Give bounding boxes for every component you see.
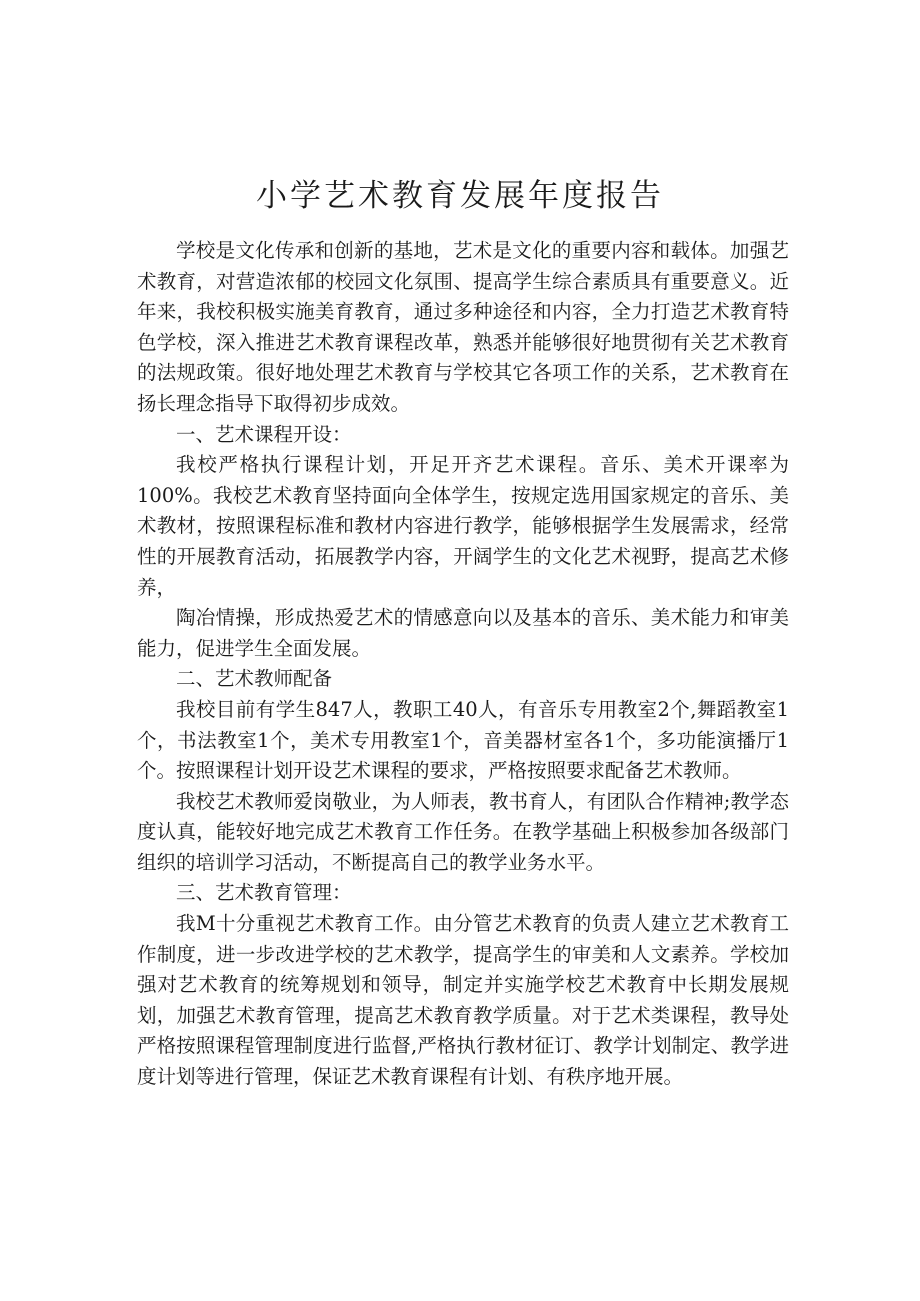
- document-body: [137, 236, 789, 1093]
- section-heading-courses: 一、艺术课程开设：: [176, 422, 352, 446]
- paragraph-intro: 学校是文化传承和创新的基地，艺术是文化的重要内容和载体。加强艺术教育，对营造浓郁的校园文化氛围、提高学生综合素质具有重要意义。近年来，我校积极实施美育教育，通过多种途径和内容，全力打造艺术教育特色学校，深入推进艺术教育课程改革，熟悉并能够很好地贯彻有关艺术教育的法规政策。很好地处理艺术教育与学校其它各项工作的关系，艺术教育在扬长理念指导下取得初步成效。: [137, 239, 789, 415]
- paragraph-management: 我M十分重视艺术教育工作。由分管艺术教育的负责人建立艺术教育工作制度，进一步改进学校的艺术教学，提高学生的审美和人文素养。学校加强对艺术教育的统筹规划和领导，制定并实施学校艺术教育中长期发展规划，加强艺术教育管理，提高艺术教育教学质量。对于艺术类课程，教导处严格按照课程管理制度进行监督,严格执行教材征订、教学计划制定、教学进度计划等进行管理，保证艺术教育课程有计划、有秩序地开展。: [137, 912, 789, 1089]
- paragraph-courses-continued: 陶冶情操，形成热爱艺术的情感意向以及基本的音乐、美术能力和审美能力，促进学生全面发展。: [137, 606, 789, 660]
- section-heading-teachers: 二、艺术教师配备: [176, 667, 333, 691]
- section-heading-management: 三、艺术教育管理：: [176, 881, 352, 905]
- document-title: 小学艺术教育发展年度报告: [256, 178, 664, 214]
- paragraph-teachers-quality: 我校艺术教师爱岗敬业，为人师表，教书育人，有团队合作精神;教学态度认真，能较好地完成艺术教育工作任务。在教学基础上积极参加各级部门组织的培训学习活动，不断提高自己的教学业务水平。: [137, 789, 789, 874]
- paragraph-courses: 我校严格执行课程计划，开足开齐艺术课程。音乐、美术开课率为100%。我校艺术教育坚持面向全体学生，按规定选用国家规定的音乐、美术教材，按照课程标准和教材内容进行教学，能够根据学生发展需求，经常性的开展教育活动，拓展教学内容，开阔学生的文化艺术视野，提高艺术修养，: [137, 453, 789, 599]
- paragraph-teachers-facilities: 我校目前有学生847人，教职工40人，有音乐专用教室2个,舞蹈教室1个，书法教室1个，美术专用教室1个，音美器材室各1个，多功能演播厅1个。按照课程计划开设艺术课程的要求，严格按照要求配备艺术教师。: [137, 697, 789, 783]
